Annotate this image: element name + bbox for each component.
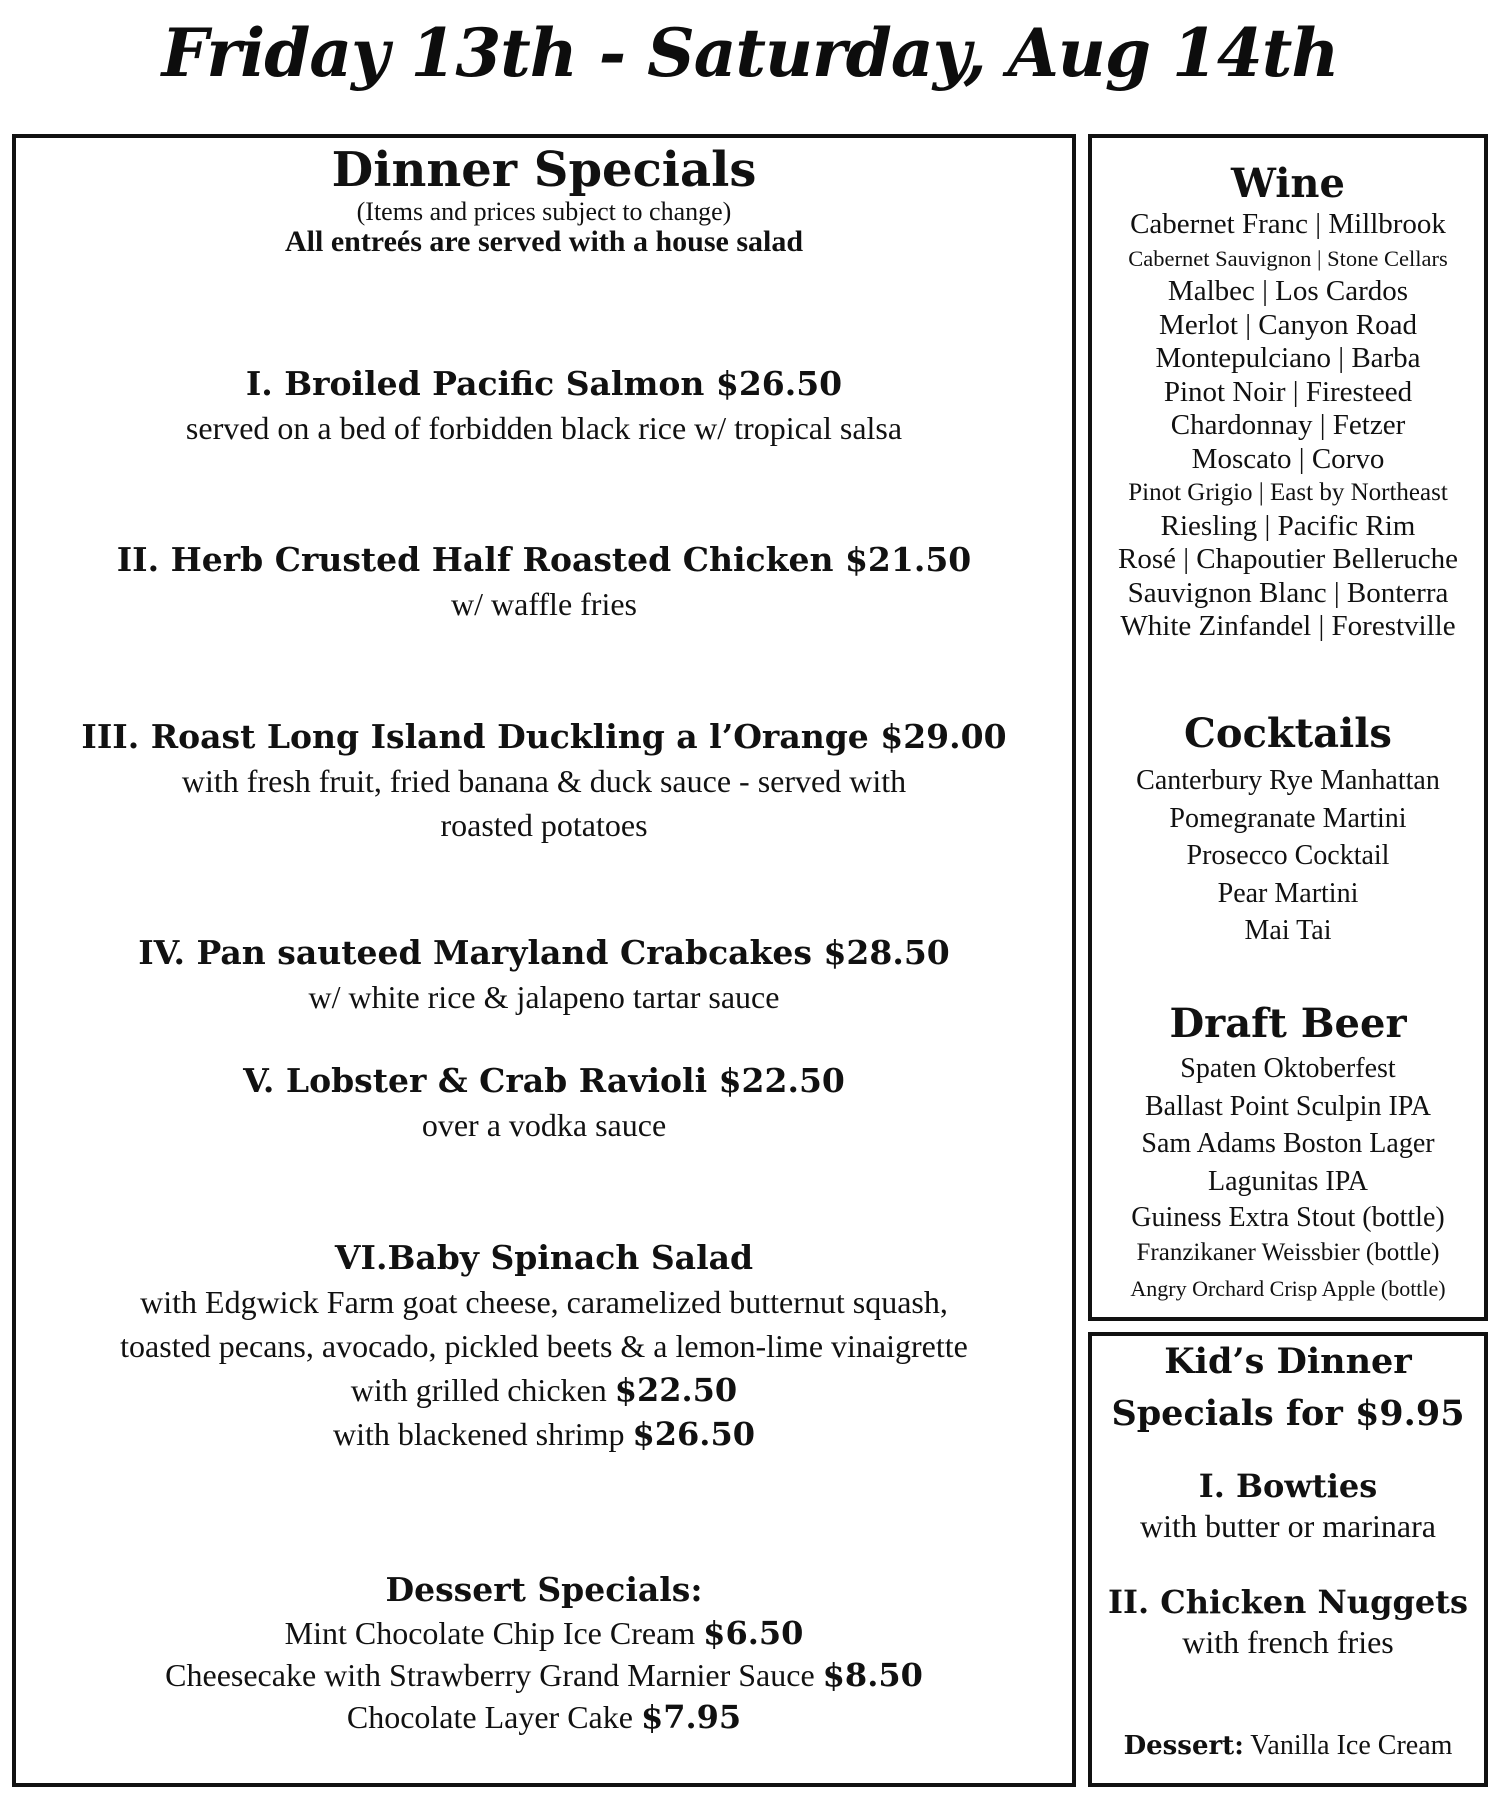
dessert-item <box>16 1696 1072 1738</box>
dessert-specials <box>16 1568 1072 1738</box>
option-label: with blackened shrimp <box>333 1416 625 1452</box>
beer-item: Spaten Oktoberfest <box>1180 1053 1396 1084</box>
dinner-item <box>16 538 1072 626</box>
dinner-item <box>16 715 1072 847</box>
dish-description: served on a bed of forbidden black rice w/ tropical salsa <box>185 410 903 446</box>
cocktail-item: Pear Martini <box>1217 877 1359 909</box>
wine-item: White Zinfandel | Forestville <box>1120 610 1456 642</box>
dish-name: VI.Baby Spinach Salad <box>334 1238 754 1277</box>
option-price: $22.50 <box>614 1371 738 1409</box>
house-salad-note: All entreés are served with a house salad <box>284 225 804 258</box>
kid-item-name: I. Bowties <box>1198 1467 1378 1505</box>
dessert-heading: Dessert Specials: <box>385 1570 703 1609</box>
wine-heading: Wine <box>1231 160 1345 207</box>
wine-item: Riesling | Pacific Rim <box>1160 509 1416 542</box>
dish-name: IV. Pan sauteed Maryland Crabcakes $28.50 <box>138 933 950 972</box>
wine-item: Pinot Grigio | East by Northeast <box>1128 479 1448 506</box>
dish-name: III. Roast Long Island Duckling a l’Orange $29.00 <box>81 717 1007 756</box>
kids-dessert-value: Vanilla Ice Cream <box>1250 1730 1453 1761</box>
wine-item: Sauvignon Blanc | Bonterra <box>1127 576 1449 609</box>
salad-option <box>16 1412 1072 1456</box>
cocktail-item: Prosecco Cocktail <box>1186 840 1390 871</box>
dish-description: with fresh fruit, fried banana & duck sauce - served with <box>181 763 907 799</box>
wine-item: Cabernet Franc | Millbrook <box>1130 208 1446 240</box>
kids-heading-line: Specials for $9.95 <box>1111 1393 1465 1434</box>
dish-description: with Edgwick Farm goat cheese, caramelized butternut squash, <box>140 1284 948 1320</box>
cocktail-item: Canterbury Rye Manhattan <box>1136 765 1440 796</box>
dinner-item <box>16 362 1072 450</box>
drinks-panel <box>1088 134 1488 1321</box>
dessert-price: $7.95 <box>640 1698 742 1736</box>
cocktail-item: Pomegranate Martini <box>1169 802 1407 834</box>
wine-item: Merlot | Canyon Road <box>1159 308 1417 341</box>
option-label: with grilled chicken <box>350 1372 607 1408</box>
dessert-item <box>16 1654 1072 1696</box>
dish-name: V. Lobster & Crab Ravioli $22.50 <box>243 1061 845 1100</box>
option-price: $26.50 <box>632 1415 755 1453</box>
kids-dessert-label: Dessert: <box>1123 1731 1244 1761</box>
salad-item <box>16 1236 1072 1456</box>
beer-item: Sam Adams Boston Lager <box>1141 1128 1435 1159</box>
wine-item: Cabernet Sauvignon | Stone Cellars <box>1128 245 1448 271</box>
cocktails-section <box>1092 710 1484 950</box>
dish-name: I. Broiled Pacific Salmon $26.50 <box>245 364 843 403</box>
dessert-label: Mint Chocolate Chip Ice Cream <box>284 1615 696 1651</box>
kids-heading-line: Kid’s Dinner <box>1164 1341 1412 1382</box>
wine-section <box>1092 160 1484 644</box>
dish-description: w/ white rice & jalapeno tartar sauce <box>308 979 780 1015</box>
kids-dessert <box>1092 1728 1484 1764</box>
page-title: Friday 13th - Saturday, Aug 14th <box>161 14 1339 92</box>
beer-item: Angry Orchard Crisp Apple (bottle) <box>1130 1276 1446 1301</box>
beer-item: Ballast Point Sculpin IPA <box>1144 1090 1431 1122</box>
kid-item-description: with french fries <box>1182 1624 1394 1660</box>
kids-item <box>1092 1466 1484 1546</box>
dinner-item <box>16 1059 1072 1147</box>
wine-item: Malbec | Los Cardos <box>1167 275 1409 307</box>
dessert-label: Chocolate Layer Cake <box>346 1699 633 1735</box>
dish-description: toasted pecans, avocado, pickled beets & a lemon-lime vinaigrette <box>120 1328 968 1364</box>
salad-option <box>16 1368 1072 1412</box>
wine-item: Montepulciano | Barba <box>1155 342 1421 374</box>
cocktail-item: Mai Tai <box>1244 915 1332 946</box>
beer-heading: Draft Beer <box>1169 1000 1407 1047</box>
dessert-item <box>16 1612 1072 1654</box>
kids-specials-panel <box>1088 1332 1488 1787</box>
dish-description: over a vodka sauce <box>421 1107 667 1143</box>
kid-item-description: with butter or marinara <box>1140 1508 1436 1544</box>
beer-item: Lagunitas IPA <box>1208 1165 1368 1197</box>
kids-item <box>1092 1582 1484 1662</box>
wine-item: Chardonnay | Fetzer <box>1170 409 1406 441</box>
kids-heading <box>1092 1336 1484 1440</box>
dish-description: w/ waffle fries <box>451 586 637 622</box>
dish-name: II. Herb Crusted Half Roasted Chicken $21.50 <box>116 540 972 579</box>
beer-section <box>1092 1000 1484 1308</box>
price-change-note: (Items and prices subject to change) <box>356 197 732 226</box>
dessert-label: Cheesecake with Strawberry Grand Marnier Sauce <box>165 1657 815 1693</box>
beer-item: Franzikaner Weissbier (bottle) <box>1136 1239 1440 1266</box>
dish-description: roasted potatoes <box>440 807 648 843</box>
dinner-specials-heading: Dinner Specials <box>331 142 757 198</box>
beer-item: Guiness Extra Stout (bottle) <box>1131 1202 1445 1233</box>
wine-item: Moscato | Corvo <box>1191 442 1385 475</box>
dessert-price: $6.50 <box>703 1614 804 1652</box>
dinner-specials-panel <box>12 134 1076 1787</box>
cocktails-heading: Cocktails <box>1184 710 1392 757</box>
dessert-price: $8.50 <box>822 1656 923 1694</box>
wine-item: Rosé | Chapoutier Belleruche <box>1117 543 1458 575</box>
wine-item: Pinot Noir | Firesteed <box>1163 375 1413 408</box>
kid-item-name: II. Chicken Nuggets <box>1108 1583 1468 1621</box>
dinner-item <box>16 931 1072 1019</box>
